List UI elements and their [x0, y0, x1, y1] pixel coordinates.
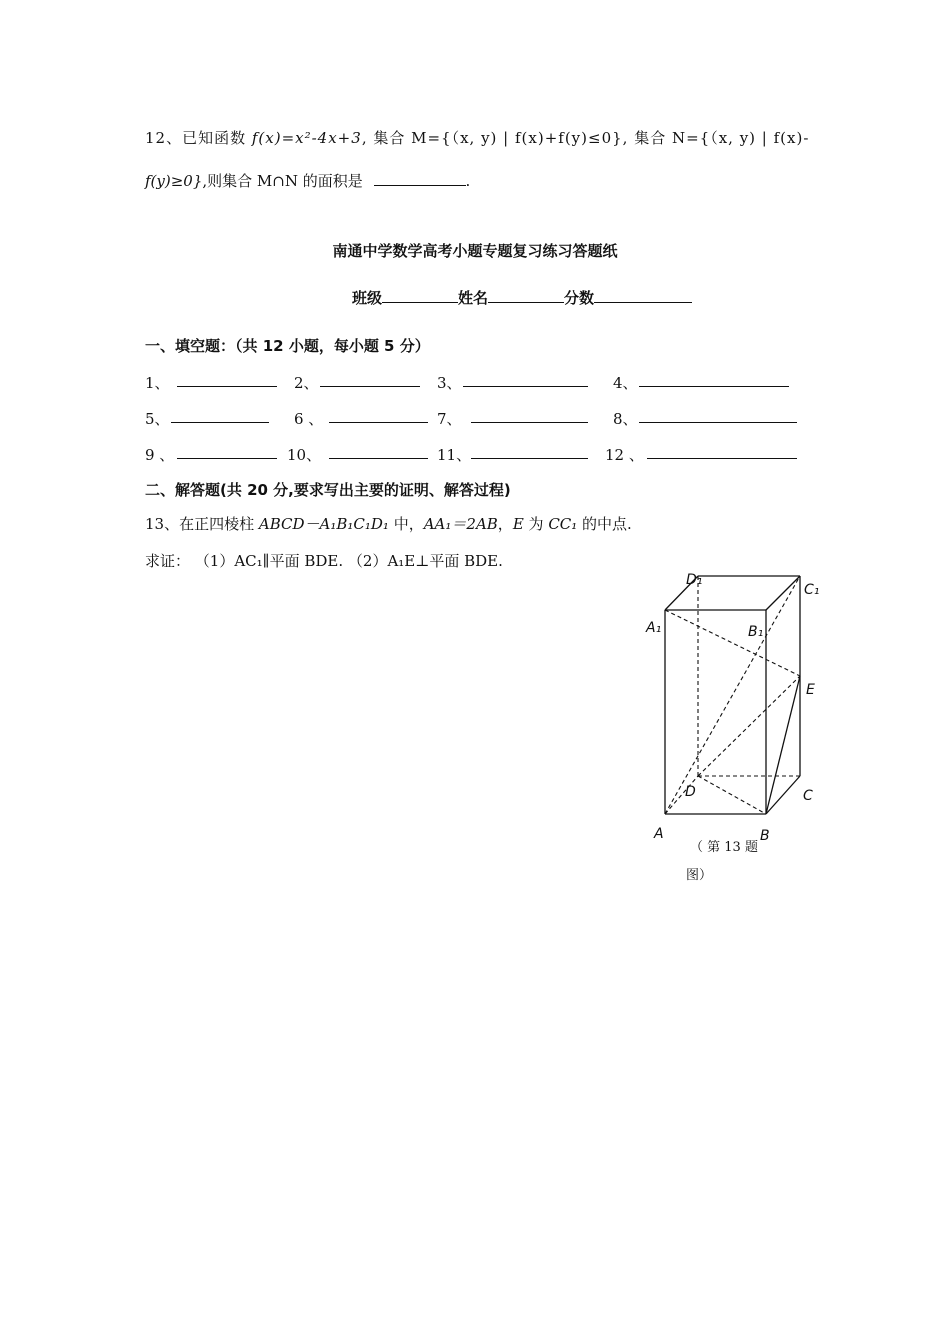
q13-condition: AA₁＝2AB	[423, 515, 498, 533]
blank-row-2	[145, 408, 845, 430]
q13-text-c: ，	[497, 515, 513, 533]
q13-number: 13、	[145, 515, 180, 533]
answer-blank-2[interactable]	[320, 372, 420, 387]
q12-set-n: , 集合 N={（x, y) | f(x)-	[622, 129, 810, 147]
prism-figure	[630, 560, 830, 850]
label-a: A	[654, 826, 664, 842]
blank-label-12: 12 、	[605, 446, 644, 464]
label-d1: D₁	[686, 572, 703, 588]
q12-set-m: , 集合 M={（x, y) | f(x)+f(y)≤0}	[361, 129, 623, 147]
blank-label-1: 1、	[145, 374, 170, 392]
name-label: 姓名	[458, 289, 489, 307]
label-b1: B₁	[748, 624, 764, 640]
q13-point: E	[512, 515, 524, 533]
blank-label-6: 6 、	[294, 410, 324, 428]
proof-part-1: （1）AC₁∥平面 BDE.	[194, 552, 344, 570]
page-title: 南通中学数学高考小题专题复习练习答题纸	[332, 242, 618, 260]
q13-text-d: 为	[523, 515, 549, 533]
diagonal-a-c1	[665, 576, 800, 814]
class-blank[interactable]	[382, 288, 458, 303]
q13-text-a: 在正四棱柱	[179, 515, 259, 533]
answer-blank-10[interactable]	[329, 444, 428, 459]
question-12-line-2	[145, 170, 470, 191]
section-1-heading: 一、填空题：（共 12 小题，每小题 5 分）	[145, 337, 430, 355]
segment-b-e	[766, 676, 800, 814]
q13-text-b: 中，	[388, 515, 424, 533]
question-13	[145, 513, 632, 534]
q12-prefix: 12、已知函数	[145, 129, 252, 147]
proof-part-2: （2）A₁E⊥平面 BDE.	[347, 552, 503, 570]
blank-label-5: 5、	[145, 410, 170, 428]
blank-label-3: 3、	[437, 374, 462, 392]
name-blank[interactable]	[488, 288, 564, 303]
proof-statement	[145, 550, 503, 571]
answer-blank-3[interactable]	[463, 372, 588, 387]
label-c1: C₁	[804, 582, 820, 598]
blank-label-7: 7、	[437, 410, 462, 428]
q12-line2-start: f(y)≥0}	[145, 172, 203, 190]
blank-label-9: 9 、	[145, 446, 175, 464]
label-b: B	[760, 828, 770, 844]
question-12-line-1	[145, 127, 809, 148]
blank-label-10: 10、	[287, 446, 322, 464]
answer-blank-7[interactable]	[471, 408, 588, 423]
label-e: E	[806, 682, 815, 698]
blank-label-8: 8、	[613, 410, 638, 428]
answer-blank-6[interactable]	[329, 408, 428, 423]
blank-label-2: 2、	[294, 374, 319, 392]
class-label: 班级	[352, 289, 383, 307]
q13-text-e: 的中点.	[577, 515, 632, 533]
answer-blank-1[interactable]	[177, 372, 277, 387]
q12-answer-blank[interactable]	[374, 171, 466, 186]
blank-row-3	[145, 444, 845, 466]
student-info-fields	[352, 287, 692, 308]
figure-caption-line-1: （ 第 13 题	[690, 840, 758, 855]
segment-a1-e	[665, 610, 800, 676]
blank-label-4: 4、	[613, 374, 638, 392]
answer-blank-8[interactable]	[639, 408, 797, 423]
label-a1: A₁	[646, 620, 662, 636]
section-2-heading: 二、解答题(共 20 分,要求写出主要的证明、解答过程)	[145, 481, 511, 499]
q13-edge: CC₁	[548, 515, 578, 533]
figure-caption-line-2: 图）	[686, 868, 713, 883]
blank-label-11: 11、	[437, 446, 472, 464]
q13-prism: ABCD－A₁B₁C₁D₁	[258, 515, 389, 533]
answer-blank-5[interactable]	[171, 408, 269, 423]
answer-blank-9[interactable]	[177, 444, 277, 459]
answer-blank-11[interactable]	[471, 444, 588, 459]
segment-d-e	[698, 676, 800, 776]
answer-blank-12[interactable]	[647, 444, 797, 459]
label-d: D	[685, 784, 696, 800]
label-c: C	[803, 788, 813, 804]
q12-line2-text: ,则集合 M∩N 的面积是	[202, 172, 363, 190]
blank-row-1	[145, 372, 845, 394]
answer-blank-4[interactable]	[639, 372, 789, 387]
q12-function: f(x)=x²-4x+3	[251, 129, 362, 147]
proof-label: 求证：	[145, 552, 191, 570]
score-label: 分数	[564, 289, 595, 307]
q12-line2-end: .	[465, 172, 471, 190]
score-blank[interactable]	[594, 288, 692, 303]
segment-d-b	[698, 776, 766, 814]
